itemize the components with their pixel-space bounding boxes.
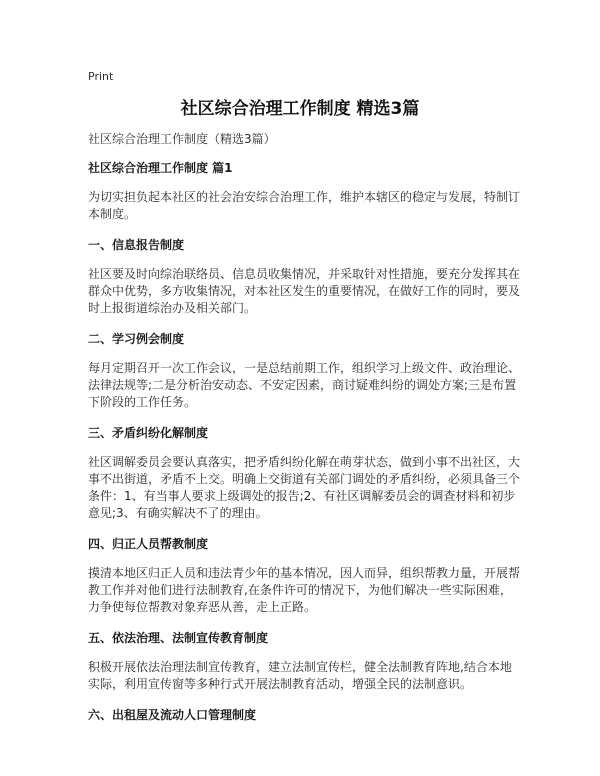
section-body-info-report: 社区要及时向综治联络员、信息员收集情况，并采取针对性措施，要充分发挥其在群众中优势，多方收集情况，对本社区发生的重要情况，在做好工作的同时，要及时上报街道综治办及相关部门。 [88,267,521,315]
section-heading-legal-education: 五、依法治理、法制宣传教育制度 [88,631,269,645]
article-title: 社区综合治理工作制度 篇1 [88,161,233,175]
section-heading-info-report: 一、信息报告制度 [88,238,185,252]
intro-paragraph: 为切实担负起本社区的社会治安综合治理工作，维护本辖区的稳定与发展，特制订本制度。 [88,190,521,221]
section-body-study-meeting: 每月定期召开一次工作会议，一是总结前期工作，组织学习上级文件、政治理论、法律法规等;二是分析治安动态、不安定因素，商讨疑难纠纷的调处方案;三是布置下阶段的工作任务。 [88,361,521,409]
document-title: 社区综合治理工作制度 精选3篇 [180,99,420,119]
section-body-legal-education: 积极开展依法治理法制宣传教育，建立法制宣传栏，健全法制教育阵地,结合本地实际，利用宣传窗等多种行式开展法制教育活动，增强全民的法制意识。 [88,660,512,691]
section-body-dispute-resolution: 社区调解委员会要认真落实，把矛盾纠纷化解在萌芽状态，做到小事不出社区，大事不出街道，矛盾不上交。明确上交街道有关部门调处的矛盾纠纷，必须具备三个条件：1、有当事人要求上级调处的报告;2、有社区调解委员会的调查材料和初步意见;3、有确实解决不了的理由。 [88,455,521,520]
document-subtitle: 社区综合治理工作制度（精选3篇） [88,132,276,146]
section-body-rehabilitation: 摸清本地区归正人员和违法青少年的基本情况，因人而异，组织帮教力量，开展帮教工作并对他们进行法制教育,在条件许可的情况下，为他们解决一些实际困难，力争使每位帮教对象弃恶从善，走上正路。 [88,566,521,614]
section-heading-rehabilitation: 四、归正人员帮教制度 [88,537,209,551]
document-content [88,131,522,736]
section-heading-dispute-resolution: 三、矛盾纠纷化解制度 [88,426,209,440]
section-heading-rental-management: 六、出租屋及流动人口管理制度 [88,708,257,722]
print-label: Print [88,70,114,83]
section-heading-study-meeting: 二、学习例会制度 [88,332,185,346]
